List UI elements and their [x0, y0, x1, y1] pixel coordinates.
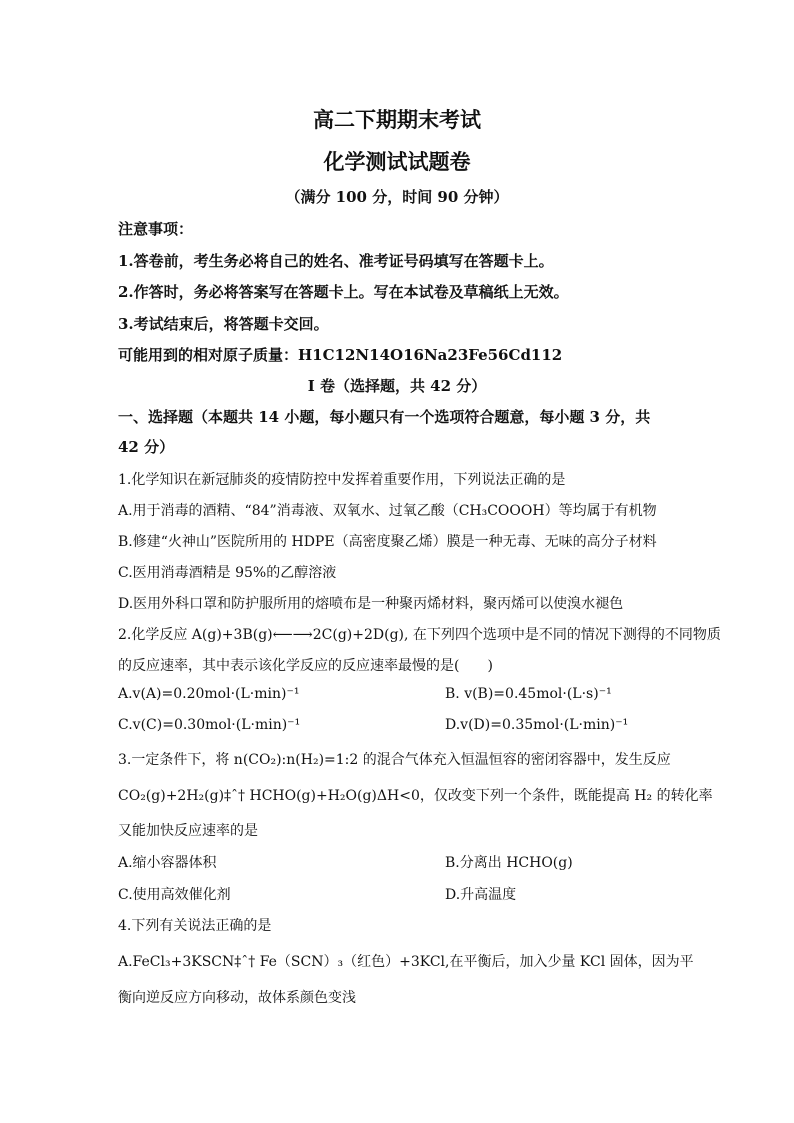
q2-option-d: D.v(D)=0.35mol·(L·min)⁻¹	[445, 717, 629, 733]
q1-stem: 1.化学知识在新冠肺炎的疫情防控中发挥着重要作用，下列说法正确的是	[118, 472, 566, 488]
q1-option-b: B.修建“火神山”医院所用的 HDPE（高密度聚乙烯）膜是一种无毒、无味的高分子材料	[118, 534, 657, 550]
q1-option-d: D.医用外科口罩和防护服所用的熔喷布是一种聚丙烯材料，聚丙烯可以使溴水褪色	[118, 596, 624, 612]
section-heading-cont: 42 分）	[118, 438, 175, 456]
q3-option-a: A.缩小容器体积	[118, 855, 217, 871]
q2-option-a: A.v(A)=0.20mol·(L·min)⁻¹	[118, 686, 300, 702]
q3-stem-2: CO₂(g)+2H₂(g)‡ˆ† HCHO(g)+H₂O(g)ΔH<0，仅改变下列一个条件，既能提高 H₂ 的转化率	[118, 788, 713, 804]
q2-stem-2: 的反应速率，其中表示该化学反应的反应速率最慢的是( )	[118, 658, 493, 674]
q2-option-b: B. v(B)=0.45mol·(L·s)⁻¹	[445, 686, 612, 702]
q3-stem-1: 3.一定条件下，将 n(CO₂):n(H₂)=1:2 的混合气体充入恒温恒容的密闭容器中，发生反应	[118, 752, 671, 768]
q4-option-a-cont: 衡向逆反应方向移动，故体系颜色变浅	[118, 990, 356, 1006]
atomic-masses: 可能用到的相对原子质量：H1C12N14O16Na23Fe56Cd112	[118, 346, 563, 364]
note-item-1: 1.答卷前，考生务必将自己的姓名、准考证号码填写在答题卡上。	[118, 252, 554, 270]
q1-option-c: C.医用消毒酒精是 95%的乙醇溶液	[118, 565, 337, 581]
q3-option-c: C.使用高效催化剂	[118, 887, 231, 903]
q4-stem: 4.下列有关说法正确的是	[118, 918, 272, 934]
q3-option-d: D.升高温度	[445, 887, 517, 903]
exam-title: 高二下期期末考试	[313, 107, 481, 132]
q4-option-a: A.FeCl₃+3KSCN‡ˆ† Fe（SCN）₃（红色）+3KCl,在平衡后，加入少量 KCl 固体，因为平	[118, 954, 694, 970]
note-item-3: 3.考试结束后，将答题卡交回。	[118, 315, 329, 333]
q2-stem-1: 2.化学反应 A(g)+3B(g)⟵⟶2C(g)+2D(g), 在下列四个选项中是不同的情况下测得的不同物质	[118, 627, 721, 643]
part-title: I 卷（选择题，共 42 分）	[307, 377, 487, 395]
notes-heading: 注意事项：	[118, 220, 194, 238]
section-heading: 一、选择题（本题共 14 小题，每小题只有一个选项符合题意，每小题 3 分，共	[118, 408, 651, 426]
exam-meta: （满分 100 分，时间 90 分钟）	[285, 188, 509, 206]
exam-subtitle: 化学测试试题卷	[323, 149, 471, 174]
q3-stem-3: 又能加快反应速率的是	[118, 823, 258, 839]
note-item-2: 2.作答时，务必将答案写在答题卡上。写在本试卷及草稿纸上无效。	[118, 283, 569, 301]
q1-option-a: A.用于消毒的酒精、“84”消毒液、双氧水、过氧乙酸（CH₃COOOH）等均属于有机物	[118, 503, 657, 519]
q3-option-b: B.分离出 HCHO(g)	[445, 855, 573, 871]
q2-option-c: C.v(C)=0.30mol·(L·min)⁻¹	[118, 717, 301, 733]
